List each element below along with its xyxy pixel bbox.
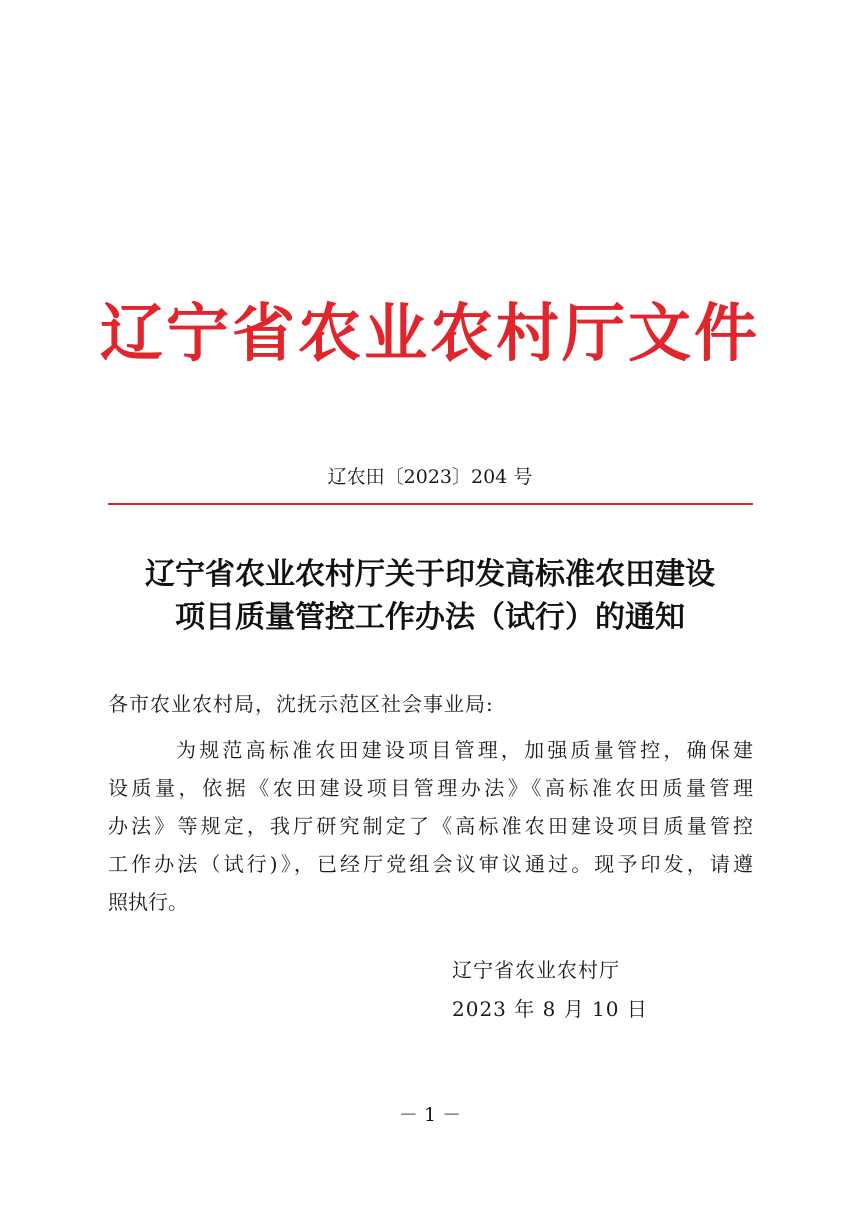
signature-organization: 辽宁省农业农村厅 <box>452 958 620 982</box>
document-title <box>80 553 780 639</box>
title-line-1: 辽宁省农业农村厅关于印发高标准农田建设 <box>145 557 715 592</box>
salutation: 各市农业农村局，沈抚示范区社会事业局: <box>108 692 494 716</box>
body-paragraph-line: 照执行。 <box>108 890 188 914</box>
document-number: 辽农田〔2023〕204 号 <box>327 466 533 488</box>
body-paragraph-line: 工作办法（试行)》，已经厅党组会议审议通过。现予印发，请遵 <box>108 852 753 876</box>
body-paragraph-line: 办法》等规定，我厅研究制定了《高标准农田建设项目质量管控 <box>108 814 753 838</box>
signature-date: 2023 年 8 月 10 日 <box>452 997 648 1021</box>
document-masthead: 辽宁省农业农村厅文件 <box>100 296 760 370</box>
red-divider-line <box>108 503 753 505</box>
body-paragraph-line: 设质量，依据《农田建设项目管理办法》《高标准农田质量管理 <box>108 776 753 800</box>
title-line-2: 项目质量管控工作办法（试行）的通知 <box>175 600 685 635</box>
body-paragraph-line: 为规范高标准农田建设项目管理，加强质量管控，确保建 <box>176 738 753 762</box>
page-number: － 1 － <box>398 1104 462 1126</box>
